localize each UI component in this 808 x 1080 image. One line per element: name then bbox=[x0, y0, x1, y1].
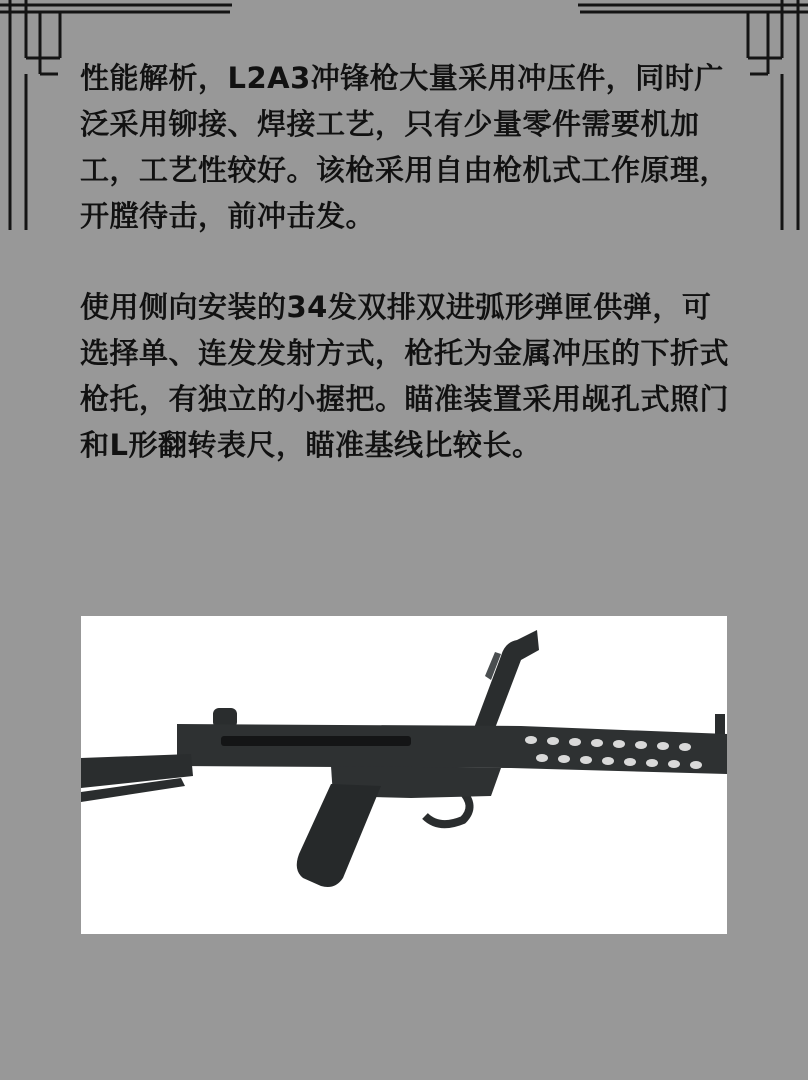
pistol-grip-shape bbox=[297, 784, 381, 887]
submachine-gun-illustration bbox=[81, 616, 727, 934]
paragraph-performance-analysis: 性能解析，L2A3冲锋枪大量采用冲压件，同时广泛采用铆接、焊接工艺，只有少量零件需要机加工，工艺性较好。该枪采用自由枪机式工作原理，开膛待击，前冲击发。 bbox=[80, 61, 730, 233]
gun-photo bbox=[81, 616, 727, 934]
front-sight-shape bbox=[715, 714, 725, 736]
receiver-shape bbox=[177, 724, 727, 774]
paragraph-magazine-and-sights: 使用侧向安装的34发双排双进弧形弹匣供弹，可选择单、连发发射方式，枪托为金属冲压的下折式枪托，有独立的小握把。瞄准装置采用觇孔式照门和L形翻转表尺，瞄准基线比较长。 bbox=[80, 290, 730, 462]
